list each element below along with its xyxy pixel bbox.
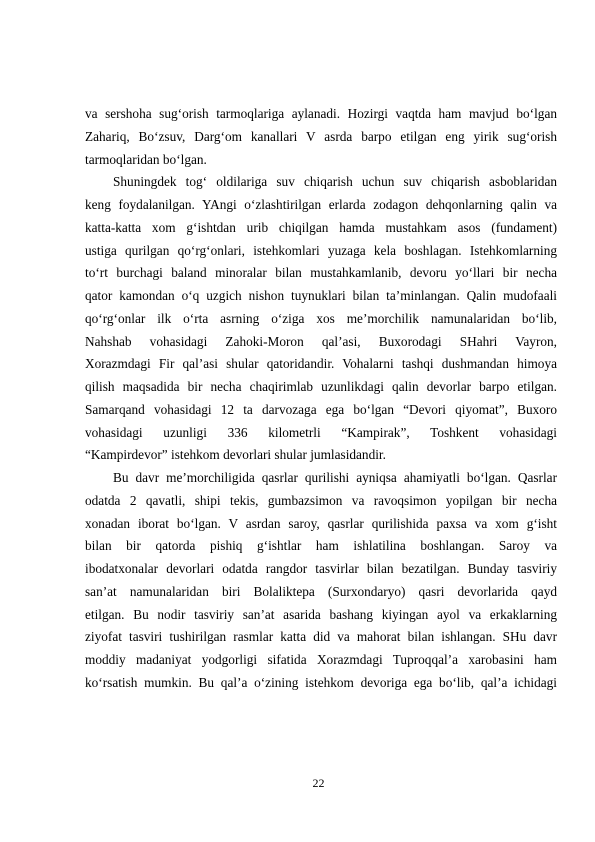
text-line: keng foydalanilgan. YAngi o‘zlashtirilgan erlarda zodagon dehqonlarning qalin va bbox=[85, 197, 557, 212]
body-text bbox=[85, 103, 557, 695]
text-line: Zahariq, Bo‘zsuv, Darg‘om kanallari V asrda barpo etilgan eng yirik sug‘orish bbox=[85, 128, 557, 144]
text-line: katta-katta xom g‘ishtdan urib chiqilgan hamda mustahkam asos (fundament) bbox=[85, 219, 557, 235]
text-line: etilgan. Bu nodir tasviriy san’at asarida bashang kiyingan ayol va erkaklarning bbox=[85, 606, 557, 622]
text-line: qator kamondan o‘q uzgich nishon tuynuklari bilan ta’minlangan. Qalin mudofaali bbox=[85, 288, 557, 303]
text-line: va sershoha sug‘orish tarmoqlariga aylanadi. Hozirgi vaqtda ham mavjud bo‘lgan bbox=[85, 106, 557, 121]
page-number: 22 bbox=[312, 776, 325, 790]
text-line: ibodatxonalar devorlari odatda rangdor tasvirlar bilan bezatilgan. Bunday tasviriy bbox=[85, 561, 557, 576]
text-line: ustiga qurilgan qo‘rg‘onlari, istehkomlari yuzaga kela boshlagan. Istehkomlarning bbox=[85, 242, 557, 258]
text-line: to‘rt burchagi baland minoralar bilan mustahkamlanib, devoru yo‘llari bir necha bbox=[85, 265, 557, 281]
text-line: vohasidagi uzunligi 336 kilometrli “Kampirak”, Toshkent vohasidagi bbox=[85, 424, 557, 440]
text-line: Bu davr me’morchiligida qasrlar qurilishi ayniqsa ahamiyatli bo‘lgan. Qasrlar bbox=[113, 470, 557, 485]
text-line: Nahshab vohasidagi Zahoki-Moron qal’asi, Buxorodagi SHahri Vayron, bbox=[85, 333, 557, 349]
text-line: Xorazmdagi Fir qal’asi shular qatoridandir. Vohalarni tashqi dushmandan himoya bbox=[85, 356, 557, 372]
text-line: Shuningdek tog‘ oldilariga suv chiqarish uchun suv chiqarish asboblaridan bbox=[113, 174, 557, 190]
text-line: qo‘rg‘onlar ilk o‘rta asrning o‘ziga xos me’morchilik namunalaridan bo‘lib, bbox=[85, 310, 557, 326]
text-line: san’at namunalaridan biri Bolaliktepa (Surxondaryo) qasri devorlarida qayd bbox=[85, 583, 557, 599]
text-line: ko‘rsatish mumkin. Bu qal’a o‘zining istehkom devoriga ega bo‘lib, qal’a ichidagi bbox=[85, 674, 557, 690]
text-line: Samarqand vohasidagi 12 ta darvozaga ega bo‘lgan “Devori qiyomat”, Buxoro bbox=[85, 401, 557, 417]
text-line: qilish maqsadida bir necha chaqirimlab uzunlikdagi qalin devorlar barpo etilgan. bbox=[85, 379, 557, 394]
text-line: odatda 2 qavatli, shipi tekis, gumbazsimon va ravoqsimon yopilgan bir necha bbox=[85, 492, 557, 508]
text-line: tarmoqlaridan bo‘lgan. bbox=[85, 151, 207, 167]
text-line: ziyofat tasviri tushirilgan rasmlar katta did va mahorat bilan ishlangan. SHu davr bbox=[85, 629, 557, 645]
text-line: bilan bir qatorda pishiq g‘ishtlar ham ishlatilina boshlangan. Saroy va bbox=[85, 538, 557, 554]
text-line: moddiy madaniyat yodgorligi sifatida Xorazmdagi Tuproqqal’a xarobasini ham bbox=[85, 652, 557, 667]
text-line: “Kampirdevor” istehkom devorlari shular jumlasidandir. bbox=[85, 447, 386, 463]
text-line: xonadan iborat bo‘lgan. V asrdan saroy, qasrlar qurilishida paxsa va xom g‘isht bbox=[85, 515, 557, 531]
